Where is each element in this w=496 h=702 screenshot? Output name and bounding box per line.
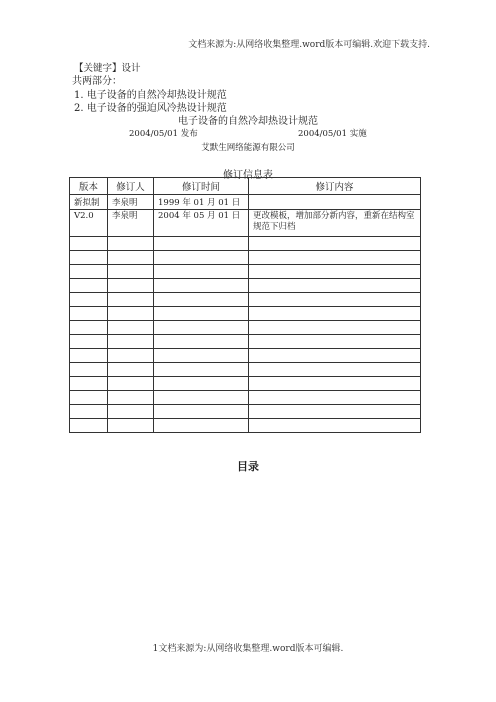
empty-cell — [154, 419, 249, 433]
table-row-empty — [70, 307, 421, 321]
empty-cell — [108, 335, 154, 349]
table-row-empty — [70, 237, 421, 251]
empty-cell — [154, 363, 249, 377]
col-header-reviser: 修订人 — [108, 178, 154, 195]
table-header-row — [70, 178, 421, 195]
page-header-note: 文档来源为:从网络收集整理.word版本可编辑.欢迎下载支持. — [188, 40, 430, 50]
empty-cell — [70, 405, 108, 419]
empty-cell — [154, 251, 249, 265]
empty-cell — [154, 391, 249, 405]
parts-item-1: 1. 电子设备的自然冷却热设计规范 — [74, 90, 227, 101]
cell-version: V2.0 — [70, 210, 108, 237]
toc-heading: 目录 — [237, 460, 259, 473]
empty-cell — [70, 237, 108, 251]
table-row-empty — [70, 363, 421, 377]
empty-cell — [108, 349, 154, 363]
empty-cell — [70, 363, 108, 377]
col-header-content: 修订内容 — [249, 178, 421, 195]
empty-cell — [249, 391, 421, 405]
company-name: 艾默生网络能源有限公司 — [201, 143, 295, 153]
empty-cell — [249, 349, 421, 363]
empty-cell — [249, 405, 421, 419]
empty-cell — [70, 321, 108, 335]
empty-cell — [108, 251, 154, 265]
parts-label: 共两部分： — [72, 76, 122, 87]
table-row-empty — [70, 265, 421, 279]
empty-cell — [154, 321, 249, 335]
empty-cell — [70, 265, 108, 279]
empty-cell — [108, 377, 154, 391]
table-row — [70, 210, 421, 237]
parts-item-2: 2. 电子设备的强迫风冷热设计规范 — [74, 103, 227, 114]
empty-cell — [154, 335, 249, 349]
empty-cell — [70, 279, 108, 293]
empty-cell — [70, 377, 108, 391]
empty-cell — [108, 419, 154, 433]
cell-date: 2004 年 05 月 01 日 — [154, 210, 249, 237]
table-row-empty — [70, 419, 421, 433]
table-row-empty — [70, 405, 421, 419]
table-row-empty — [70, 377, 421, 391]
table-row-empty — [70, 349, 421, 363]
empty-cell — [108, 363, 154, 377]
empty-cell — [249, 251, 421, 265]
empty-cell — [108, 391, 154, 405]
empty-cell — [70, 251, 108, 265]
table-row-empty — [70, 279, 421, 293]
cell-reviser: 李泉明 — [108, 195, 154, 210]
cell-content — [249, 195, 421, 210]
empty-cell — [154, 405, 249, 419]
table-row-empty — [70, 335, 421, 349]
empty-cell — [70, 293, 108, 307]
table-row-empty — [70, 251, 421, 265]
empty-cell — [154, 377, 249, 391]
cell-version: 新拟制 — [70, 195, 108, 210]
empty-cell — [154, 293, 249, 307]
empty-cell — [70, 307, 108, 321]
empty-cell — [70, 391, 108, 405]
empty-cell — [154, 307, 249, 321]
empty-cell — [249, 265, 421, 279]
empty-cell — [154, 237, 249, 251]
empty-cell — [249, 335, 421, 349]
empty-cell — [249, 363, 421, 377]
empty-cell — [249, 377, 421, 391]
empty-cell — [70, 419, 108, 433]
release-date: 2004/05/01 发布 — [129, 129, 198, 139]
empty-cell — [70, 349, 108, 363]
implementation-date: 2004/05/01 实施 — [298, 129, 367, 139]
empty-cell — [108, 279, 154, 293]
empty-cell — [108, 293, 154, 307]
table-row — [70, 195, 421, 210]
empty-cell — [154, 279, 249, 293]
cell-content: 更改模板，增加部分新内容，重新在结构室规范下归档 — [249, 210, 421, 237]
revision-table — [69, 177, 421, 433]
cell-date: 1999 年 01 月 01 日 — [154, 195, 249, 210]
document-title: 电子设备的自然冷却热设计规范 — [178, 116, 318, 127]
col-header-date: 修订时间 — [154, 178, 249, 195]
cell-reviser: 李泉明 — [108, 210, 154, 237]
empty-cell — [108, 321, 154, 335]
revision-table-title: 修订信息表 — [223, 170, 273, 181]
empty-cell — [249, 293, 421, 307]
empty-cell — [249, 419, 421, 433]
table-row-empty — [70, 321, 421, 335]
empty-cell — [154, 349, 249, 363]
page-footer-note: 1文档来源为:从网络收集整理.word版本可编辑. — [152, 644, 344, 654]
col-header-version: 版本 — [70, 178, 108, 195]
table-row-empty — [70, 293, 421, 307]
empty-cell — [154, 265, 249, 279]
table-row-empty — [70, 391, 421, 405]
empty-cell — [108, 405, 154, 419]
empty-cell — [249, 279, 421, 293]
empty-cell — [249, 321, 421, 335]
keywords-line: 【关键字】设计 — [74, 63, 141, 74]
empty-cell — [108, 265, 154, 279]
empty-cell — [108, 237, 154, 251]
empty-cell — [249, 307, 421, 321]
empty-cell — [108, 307, 154, 321]
empty-cell — [249, 237, 421, 251]
empty-cell — [70, 335, 108, 349]
